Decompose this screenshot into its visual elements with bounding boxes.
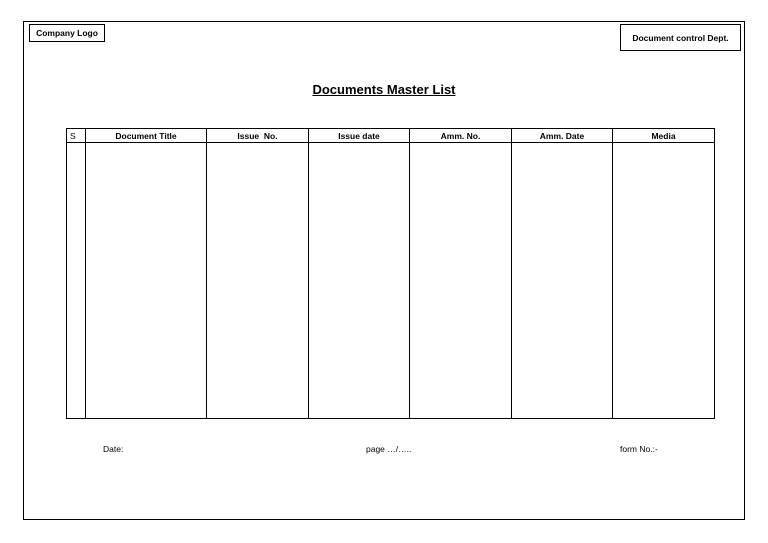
table-body-row [67,143,715,419]
column-header-issue-date: Issue date [309,129,410,143]
footer-date-label: Date: [103,444,124,454]
table-cell-issue-date [309,143,410,419]
table-cell-amm-no [410,143,512,419]
table-header-row [67,129,715,143]
column-header-amm-date: Amm. Date [512,129,613,143]
documents-master-table [66,128,715,419]
table-cell-media [613,143,715,419]
table-cell-amm-date [512,143,613,419]
column-header-document-title: Document Title [86,129,207,143]
company-logo-box [29,24,105,42]
column-header-serial: S [67,129,86,143]
department-label: Document control Dept. [632,32,729,43]
table-cell-document-title [86,143,207,419]
footer-page-label: page …/….. [366,444,412,454]
table-cell-serial [67,143,86,419]
column-header-media: Media [613,129,715,143]
column-header-amm-no: Amm. No. [410,129,512,143]
department-box [620,24,741,51]
column-header-issue-no: Issue No. [207,129,309,143]
page-title: Documents Master List [312,82,456,97]
table-cell-issue-no [207,143,309,419]
company-logo-label: Company Logo [36,28,98,38]
footer-form-number-label: form No.:- [620,444,658,454]
